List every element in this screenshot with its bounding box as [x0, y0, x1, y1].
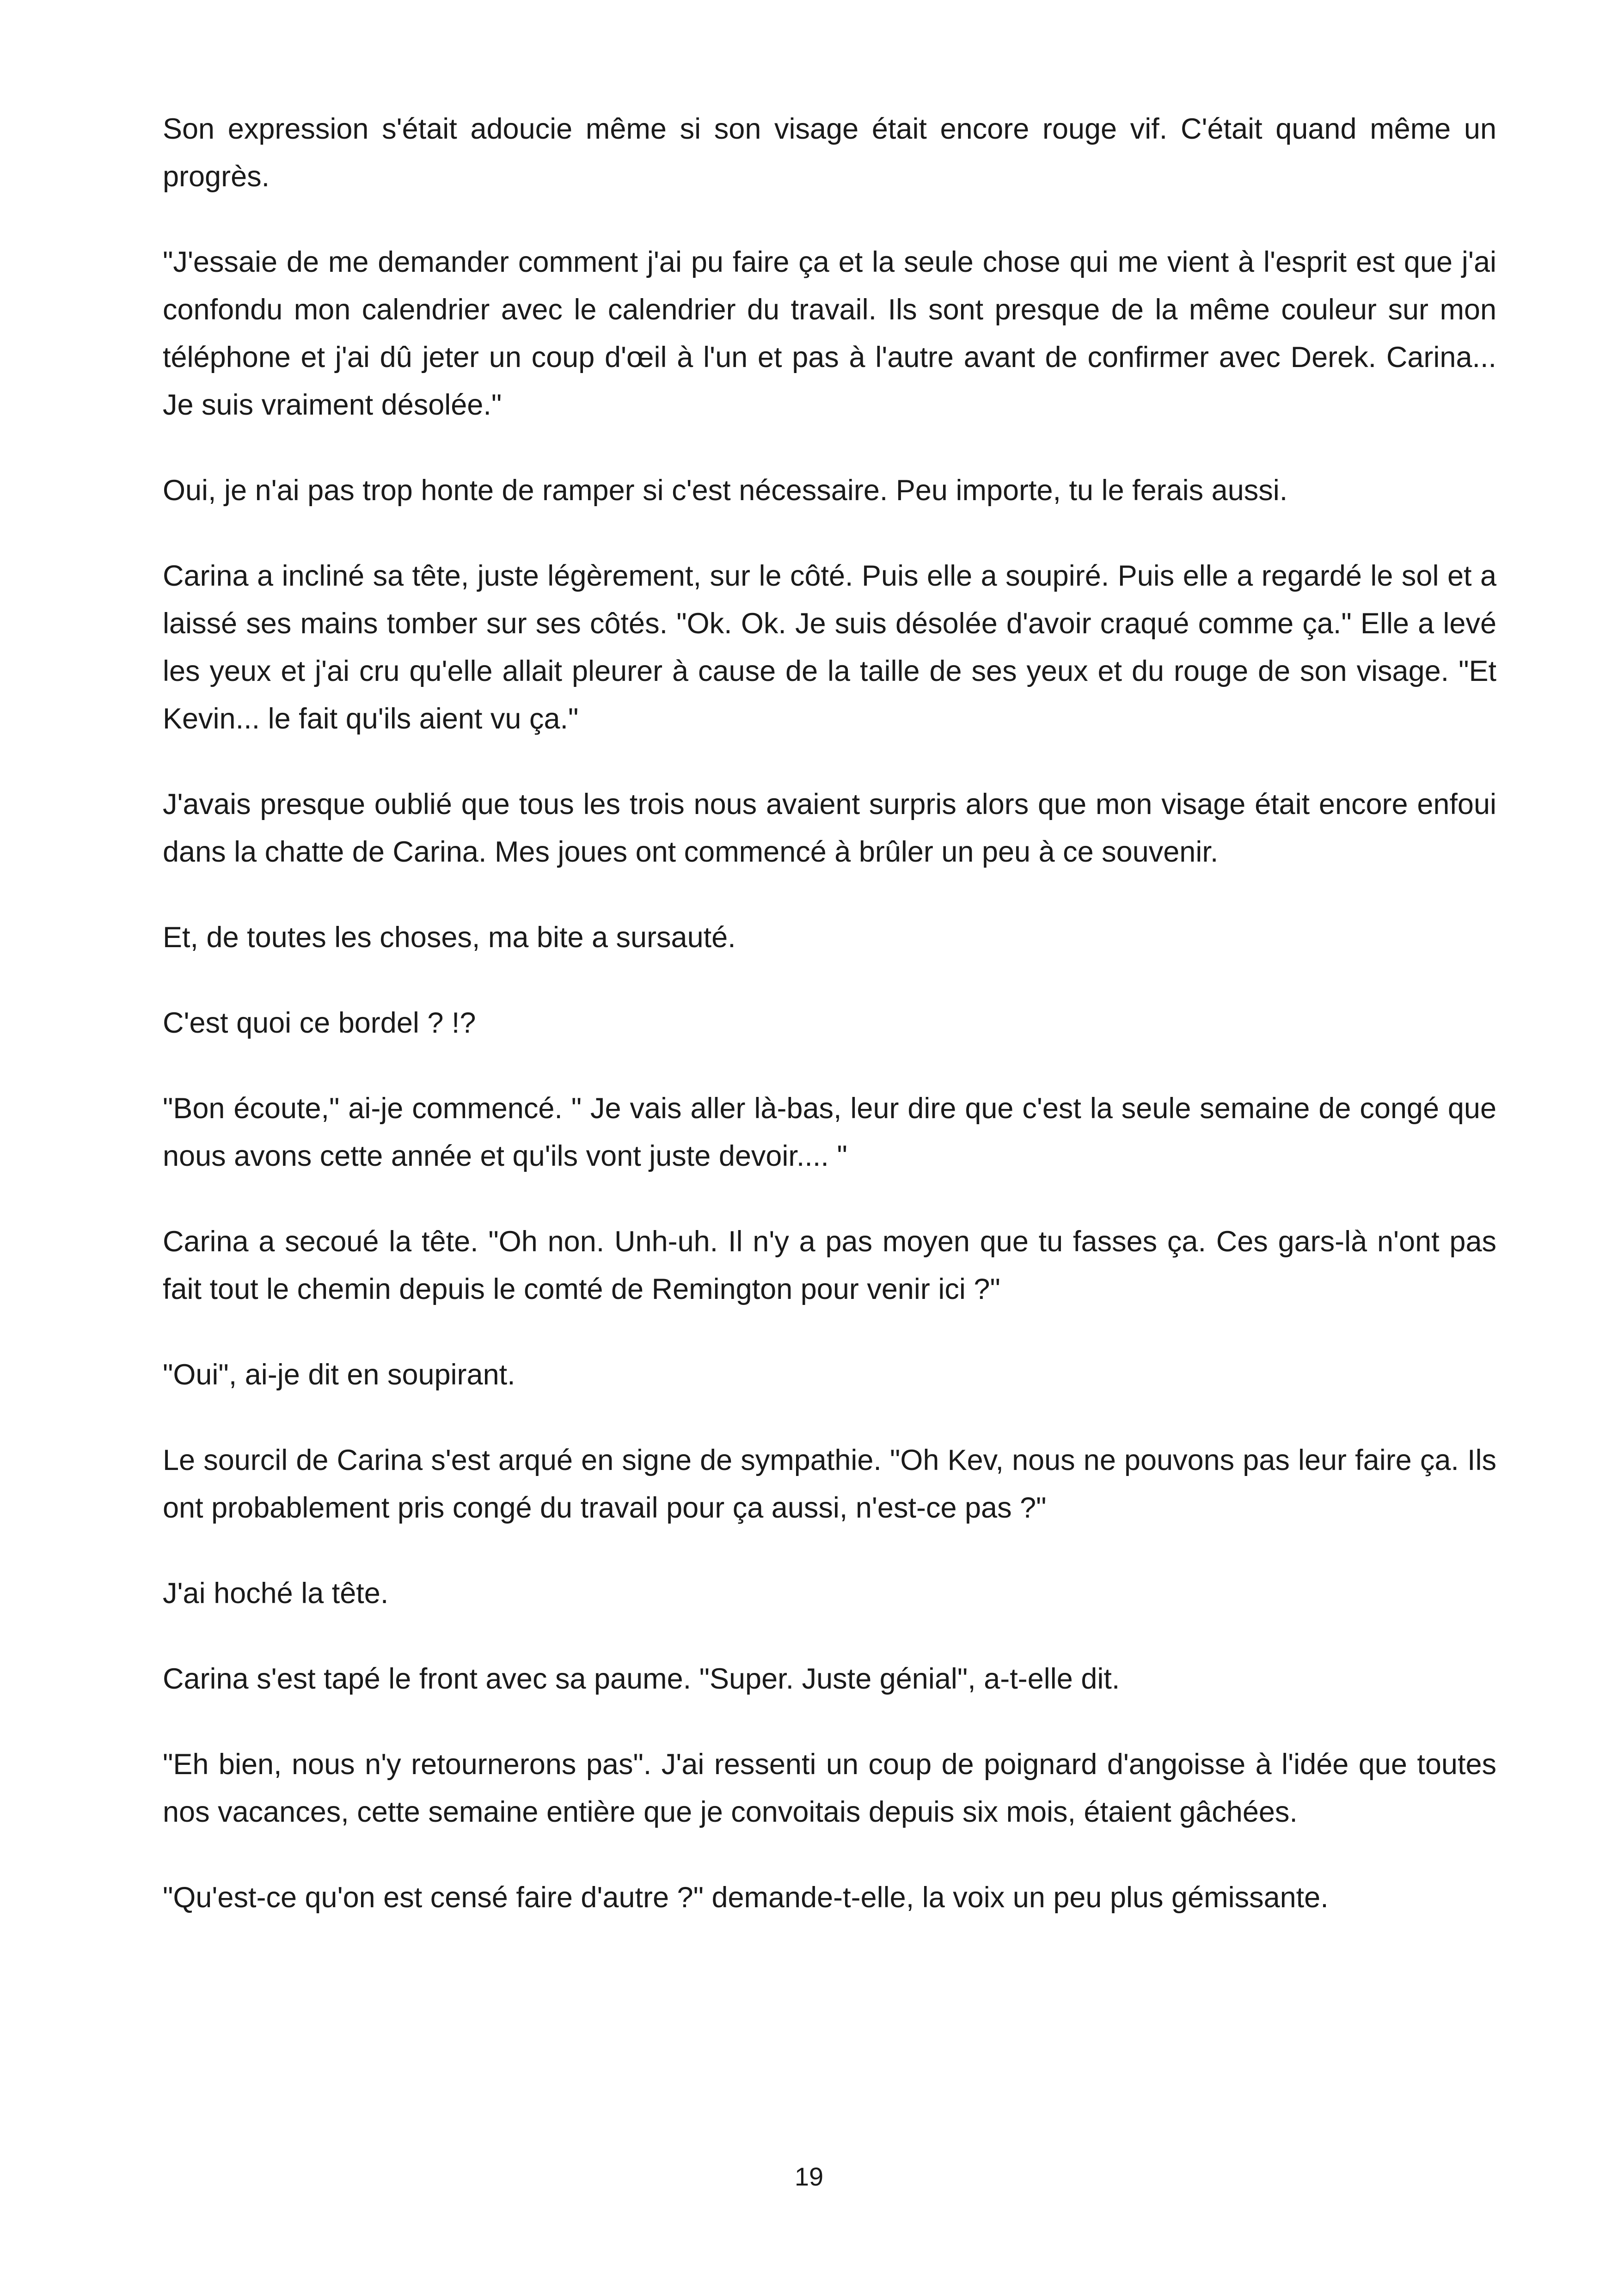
- paragraph: "Oui", ai-je dit en soupirant.: [163, 1359, 515, 1391]
- paragraph: Carina a secoué la tête. "Oh non. Unh-uh. Il n'y a pas moyen que tu fasses ça. Ces gars-là n'ont pas fait tout le chemin depuis le comté de Remington pour venir ici ?": [163, 1225, 1496, 1305]
- paragraph: C'est quoi ce bordel ? !?: [163, 1007, 476, 1039]
- paragraph: J'ai hoché la tête.: [163, 1577, 389, 1610]
- paragraph: Carina s'est tapé le front avec sa paume. "Super. Juste génial", a-t-elle dit.: [163, 1663, 1120, 1695]
- paragraph: Son expression s'était adoucie même si son visage était encore rouge vif. C'était quand même un progrès.: [163, 113, 1496, 193]
- paragraph: Oui, je n'ai pas trop honte de ramper si c'est nécessaire. Peu importe, tu le ferais aussi.: [163, 474, 1288, 507]
- paragraph: "J'essaie de me demander comment j'ai pu faire ça et la seule chose qui me vient à l'esprit est que j'ai confondu mon calendrier avec le calendrier du travail. Ils sont presque de la même couleur sur mon téléphone et j'ai dû jeter un coup d'œil à l'un et pas à l'autre avant de confirmer avec Derek. Carina... Je suis vraiment désolée.": [163, 246, 1496, 421]
- page-number: 19: [794, 2162, 824, 2191]
- paragraph: "Qu'est-ce qu'on est censé faire d'autre ?" demande-t-elle, la voix un peu plus gémissante.: [163, 1881, 1329, 1914]
- paragraph: J'avais presque oublié que tous les trois nous avaient surpris alors que mon visage était encore enfoui dans la chatte de Carina. Mes joues ont commencé à brûler un peu à ce souvenir.: [163, 788, 1496, 868]
- paragraph: Carina a incliné sa tête, juste légèrement, sur le côté. Puis elle a soupiré. Puis elle a regardé le sol et a laissé ses mains tomber sur ses côtés. "Ok. Ok. Je suis désolée d'avoir craqué comme ça." Elle a levé les yeux et j'ai cru qu'elle allait pleurer à cause de la taille de ses yeux et du rouge de son visage. "Et Kevin... le fait qu'ils aient vu ça.": [163, 560, 1496, 735]
- paragraph: Le sourcil de Carina s'est arqué en signe de sympathie. "Oh Kev, nous ne pouvons pas leur faire ça. Ils ont probablement pris congé du travail pour ça aussi, n'est-ce pas ?": [163, 1444, 1496, 1524]
- paragraph: "Eh bien, nous n'y retournerons pas". J'ai ressenti un coup de poignard d'angoisse à l'idée que toutes nos vacances, cette semaine entière que je convoitais depuis six mois, étaient gâchées.: [163, 1748, 1496, 1828]
- body-text: [163, 105, 1496, 1922]
- paragraph: "Bon écoute," ai-je commencé. " Je vais aller là-bas, leur dire que c'est la seule semaine de congé que nous avons cette année et qu'ils vont juste devoir.... ": [163, 1092, 1496, 1172]
- paragraph: Et, de toutes les choses, ma bite a sursauté.: [163, 921, 736, 954]
